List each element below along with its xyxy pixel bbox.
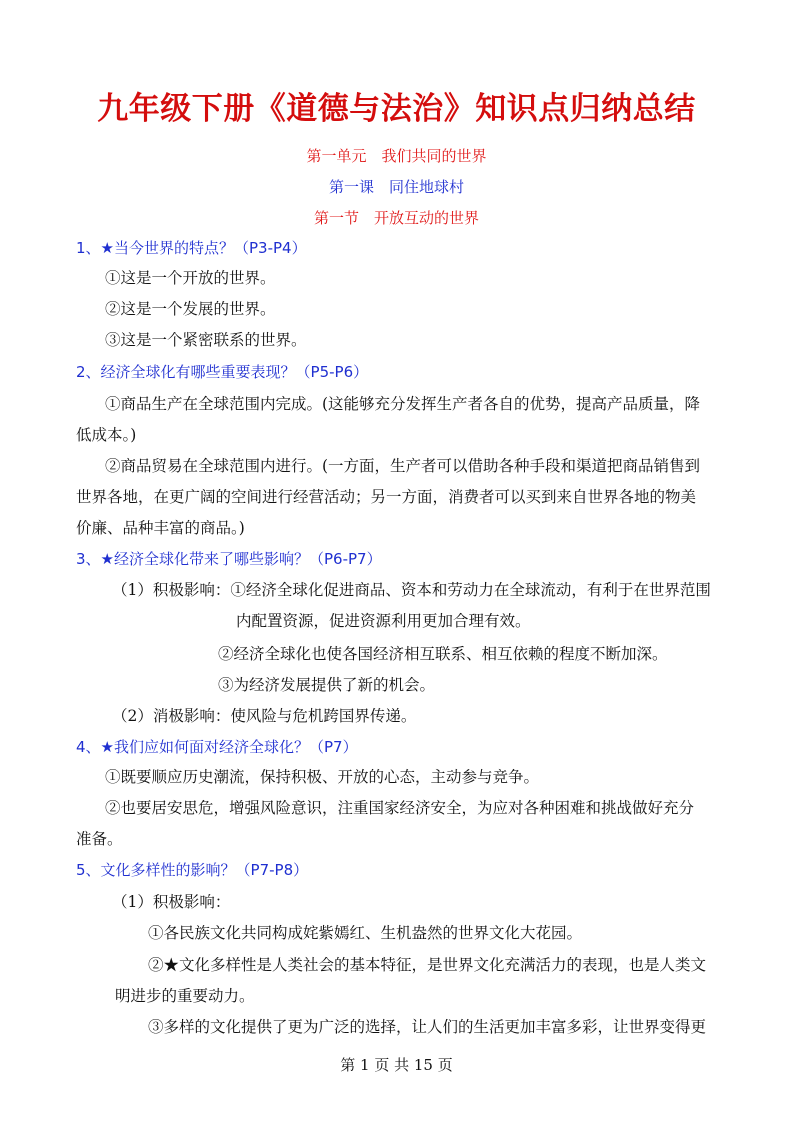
question-3-heading: 3、★经济全球化带来了哪些影响？（P6-P7） xyxy=(76,550,382,568)
q1-item: ①这是一个开放的世界。 xyxy=(105,269,276,287)
q3-line: （2）消极影响：使风险与危机跨国界传递。 xyxy=(112,707,417,725)
q2-line: ①商品生产在全球范围内完成。(这能够充分发挥生产者各自的优势，提高产品质量，降 xyxy=(105,395,701,413)
q1-item: ②这是一个发展的世界。 xyxy=(105,300,276,318)
unit-heading: 第一单元 我们共同的世界 xyxy=(306,147,487,165)
q5-line: ①各民族文化共同构成姹紫嫣红、生机盎然的世界文化大花园。 xyxy=(148,924,583,942)
q2-line: ②商品贸易在全球范围内进行。(一方面，生产者可以借助各种手段和渠道把商品销售到 xyxy=(105,457,701,475)
q3-line: 内配置资源，促进资源利用更加合理有效。 xyxy=(236,612,531,630)
q4-line: ①既要顺应历史潮流，保持积极、开放的心态，主动参与竞争。 xyxy=(105,768,540,786)
q3-line: ③为经济发展提供了新的机会。 xyxy=(218,676,436,694)
question-5-heading: 5、文化多样性的影响？（P7-P8） xyxy=(76,861,309,879)
question-4-heading: 4、★我们应如何面对经济全球化？（P7） xyxy=(76,738,358,756)
question-2-heading: 2、经济全球化有哪些重要表现？（P5-P6） xyxy=(76,363,369,381)
q3-line: ②经济全球化也使各国经济相互联系、相互依赖的程度不断加深。 xyxy=(218,645,668,663)
q2-line: 价廉、品种丰富的商品。) xyxy=(76,519,245,537)
q3-line: （1）积极影响：①经济全球化促进商品、资本和劳动力在全球流动，有利于在世界范围 xyxy=(112,581,711,599)
q4-line: ②也要居安思危，增强风险意识，注重国家经济安全，为应对各种困难和挑战做好充分 xyxy=(105,799,695,817)
q5-line: ③多样的文化提供了更为广泛的选择，让人们的生活更加丰富多彩，让世界变得更 xyxy=(148,1018,707,1036)
q5-line: ②★文化多样性是人类社会的基本特征，是世界文化充满活力的表现，也是人类文 xyxy=(148,956,707,974)
lesson-heading: 第一课 同住地球村 xyxy=(328,178,464,196)
q4-line: 准备。 xyxy=(76,830,123,848)
q5-line: （1）积极影响： xyxy=(112,893,231,911)
page-footer: 第 1 页 共 15 页 xyxy=(340,1056,453,1074)
q2-line: 低成本。) xyxy=(76,426,137,444)
q1-item: ③这是一个紧密联系的世界。 xyxy=(105,331,307,349)
section-heading: 第一节 开放互动的世界 xyxy=(313,209,479,227)
question-1-heading: 1、★当今世界的特点？（P3-P4） xyxy=(76,239,307,257)
q5-line: 明进步的重要动力。 xyxy=(115,987,255,1005)
document-title: 九年级下册《道德与法治》知识点归纳总结 xyxy=(97,91,696,127)
q2-line: 世界各地，在更广阔的空间进行经营活动；另一方面，消费者可以买到来自世界各地的物美 xyxy=(76,488,697,506)
